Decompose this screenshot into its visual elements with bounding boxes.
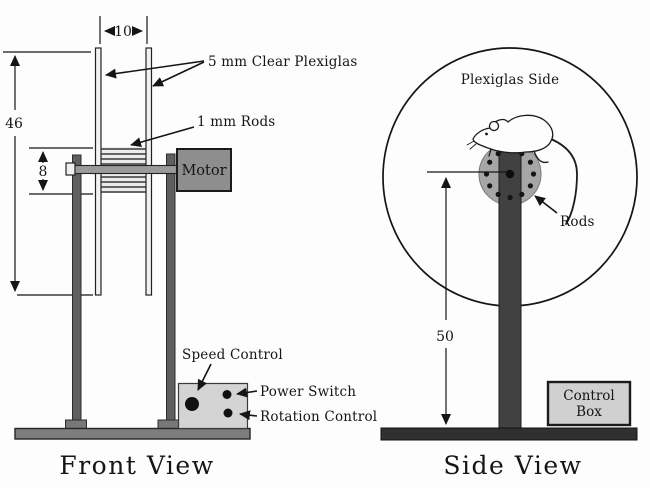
mouse-ear	[490, 122, 499, 131]
front-view	[3, 16, 377, 480]
speed-control-label: Speed Control	[182, 347, 283, 363]
front-foot-right	[158, 420, 179, 429]
dim-value-axle-height: 50	[436, 329, 454, 345]
dim-value-rod-section: 8	[38, 164, 48, 180]
callout-power-switch	[237, 384, 356, 400]
leader-arrow	[131, 127, 194, 145]
plexiglas-side-label: Plexiglas Side	[460, 72, 560, 88]
callout-rods-front	[131, 114, 275, 145]
leader-arrow	[153, 62, 204, 86]
side-view-title: Side View	[443, 451, 583, 480]
side-post	[499, 150, 521, 428]
axle	[75, 166, 178, 174]
side-base	[381, 428, 637, 440]
control-box-label-line1: Control	[563, 388, 615, 404]
mouse-eye	[485, 133, 488, 136]
front-view-title: Front View	[59, 451, 215, 480]
speed-control-knob	[185, 397, 199, 411]
power-switch-knob	[223, 390, 232, 399]
front-foot-left	[66, 420, 87, 429]
callout-plexiglas	[106, 54, 357, 86]
front-post-left	[73, 155, 82, 421]
front-base	[15, 429, 250, 440]
side-view	[381, 48, 637, 480]
axle-end-fitting	[66, 163, 75, 175]
control-box-label-line2: Box	[576, 404, 602, 420]
dim-value-width: 10	[114, 24, 132, 40]
motor-label: Motor	[181, 163, 227, 179]
leader-arrow	[106, 61, 204, 75]
rods-label-front: 1 mm Rods	[197, 114, 276, 130]
axle-center-dot	[506, 170, 515, 179]
callout-rotation-control	[240, 409, 377, 425]
rotation-control-label: Rotation Control	[260, 409, 378, 425]
power-switch-label: Power Switch	[260, 384, 357, 400]
rods-label-side: Rods	[560, 214, 595, 230]
dim-value-diameter: 46	[5, 116, 23, 132]
dimension-wheel-width	[100, 16, 147, 44]
front-post-right	[167, 154, 176, 421]
plexiglas-label: 5 mm Clear Plexiglas	[208, 54, 358, 70]
rotation-control-knob	[224, 409, 233, 418]
